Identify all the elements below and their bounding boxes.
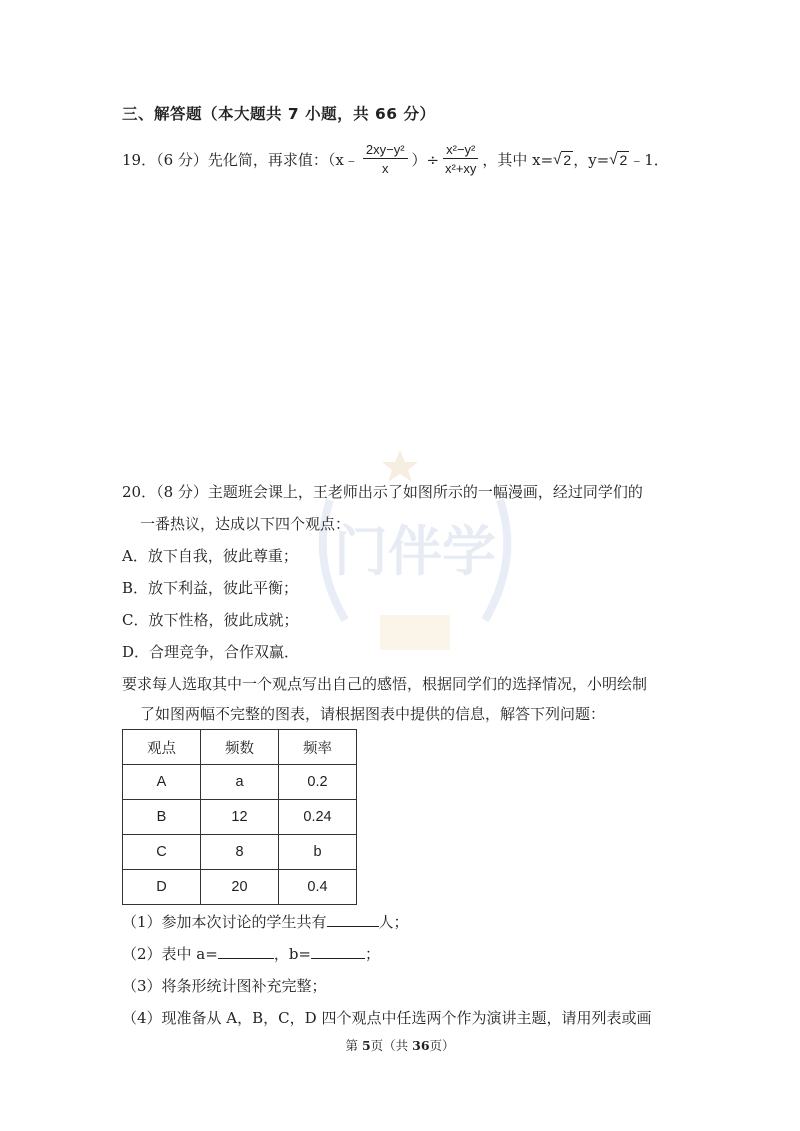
table-cell: 12 xyxy=(201,800,279,835)
radical-sign-icon: √ xyxy=(553,150,562,168)
sub1-suffix: 人； xyxy=(378,913,409,931)
q19-condition-1: ，其中 x= xyxy=(482,150,554,169)
q20-line-4: 了如图两幅不完整的图表，请根据图表中提供的信息，解答下列问题： xyxy=(140,705,606,723)
table-cell: A xyxy=(123,765,201,800)
sub1-text: （1）参加本次讨论的学生共有 xyxy=(122,913,327,931)
q19-sqrt-1: √ 2 xyxy=(553,150,572,168)
q19-condition-2: ，y= xyxy=(573,150,610,169)
page-total: 36 xyxy=(412,1038,430,1053)
sub-question-2 xyxy=(122,943,380,964)
q20-line-2: 一番热议，达成以下四个观点： xyxy=(140,515,351,533)
q19-fraction-2 xyxy=(443,142,478,176)
page-footer: 第 5页（共 36页） xyxy=(345,1038,455,1053)
sub-question-3: （3）将条形统计图补充完整； xyxy=(122,977,327,995)
watermark-text: 门伴学 xyxy=(334,520,496,583)
table-row xyxy=(123,765,357,800)
table-cell: 8 xyxy=(201,835,279,870)
q19-sqrt-2: √ 2 xyxy=(609,150,628,168)
frequency-table xyxy=(122,729,357,905)
q19-prefix: 19．（6 分）先化简，再求值：（x﹣ xyxy=(122,150,359,169)
q20-line-3: 要求每人选取其中一个观点写出自己的感悟，根据同学们的选择情况，小明绘制 xyxy=(122,675,648,693)
q19-frac2-denominator: x²+xy xyxy=(445,161,477,176)
table-cell: b xyxy=(279,835,357,870)
table-cell: 0.24 xyxy=(279,800,357,835)
q19-divide: ）÷ xyxy=(411,150,440,169)
table-cell: D xyxy=(123,870,201,905)
answer-blank-a[interactable] xyxy=(218,958,274,959)
radical-sign-icon: √ xyxy=(609,150,618,168)
sub2-text: （2）表中 a= xyxy=(122,945,218,963)
table-row xyxy=(123,800,357,835)
q20-option-b: B．放下利益，彼此平衡； xyxy=(122,579,299,597)
table-cell: a xyxy=(201,765,279,800)
sub-question-1 xyxy=(122,911,409,932)
watermark-logo xyxy=(300,440,530,670)
section-title: 三、解答题（本大题共 7 小题，共 66 分） xyxy=(122,105,436,123)
q20-option-a: A．放下自我，彼此尊重； xyxy=(122,547,298,565)
sub2-suffix: ； xyxy=(365,945,381,963)
table-cell: 20 xyxy=(201,870,279,905)
table-header: 频数 xyxy=(201,730,279,765)
q19-condition-3: ﹣1． xyxy=(629,150,669,169)
q19-frac1-denominator: x xyxy=(381,161,389,176)
table-header: 频率 xyxy=(279,730,357,765)
table-cell: C xyxy=(123,835,201,870)
q20-option-c: C．放下性格，彼此成就； xyxy=(122,611,299,629)
page-number: 5 xyxy=(361,1038,371,1053)
q19-fraction-1 xyxy=(363,142,408,176)
q19-frac1-numerator: 2xy−y² xyxy=(363,142,408,159)
table-cell: B xyxy=(123,800,201,835)
question-19 xyxy=(122,134,669,184)
sub2-mid: ，b= xyxy=(273,945,311,963)
table-header-row xyxy=(123,730,357,765)
answer-blank[interactable] xyxy=(327,926,379,927)
table-row xyxy=(123,835,357,870)
sub-question-4: （4）现准备从 A，B，C，D 四个观点中任选两个作为演讲主题，请用列表或画 xyxy=(122,1009,652,1027)
table-header: 观点 xyxy=(123,730,201,765)
table-cell: 0.4 xyxy=(279,870,357,905)
table-row xyxy=(123,870,357,905)
table-cell: 0.2 xyxy=(279,765,357,800)
q20-option-d: D．合理竞争，合作双赢． xyxy=(122,643,300,661)
answer-blank-b[interactable] xyxy=(311,958,365,959)
q20-line-1: 20．（8 分）主题班会课上，王老师出示了如图所示的一幅漫画，经过同学们的 xyxy=(122,483,643,501)
q19-frac2-numerator: x²−y² xyxy=(443,142,478,159)
